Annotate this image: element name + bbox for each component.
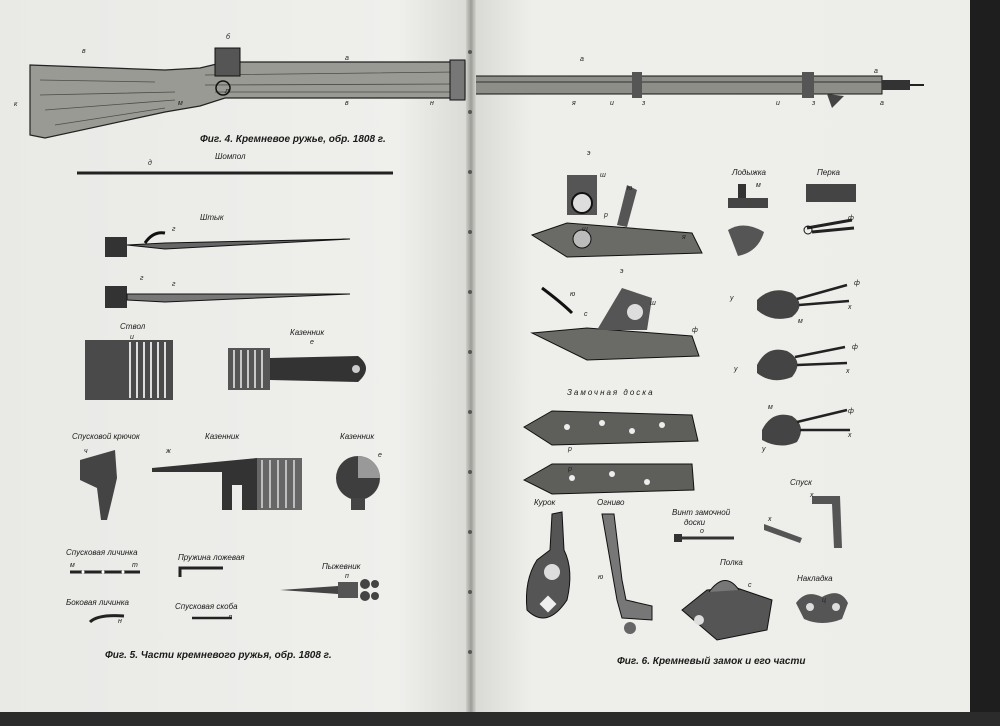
pan-illustration: [677, 570, 777, 645]
letter-marker: г: [172, 281, 176, 288]
letter-marker: г: [172, 226, 176, 233]
letter-marker: р: [568, 466, 572, 473]
letter-marker: ш: [582, 226, 588, 233]
book-gutter: [466, 0, 476, 715]
letter-marker: у: [762, 446, 766, 453]
letter-marker: и: [610, 100, 614, 107]
letter-marker: ш: [600, 172, 606, 179]
letter-marker: с: [584, 311, 588, 318]
worm-illustration: [278, 576, 386, 604]
letter-marker: я: [572, 100, 576, 107]
lock-assembly-illustration-2: [527, 278, 707, 373]
letter-marker: п: [345, 573, 349, 580]
letter-marker: р: [568, 446, 572, 453]
letter-marker: в: [345, 100, 349, 107]
right-page: [472, 0, 970, 715]
label-breech-1: Казенник: [290, 328, 325, 337]
letter-marker: а: [880, 100, 884, 107]
letter-marker: ф: [854, 280, 860, 287]
trigger-part-illustration: [762, 488, 852, 553]
label-worm: Пыжевник: [322, 562, 361, 571]
letter-marker: ф: [852, 344, 858, 351]
letter-marker: ч: [84, 448, 88, 455]
label-lock-plate: Замочная доска: [567, 388, 655, 397]
label-breech-2: Казенник: [205, 432, 240, 441]
side-plate-illustration: [88, 612, 128, 626]
letter-marker: у: [734, 366, 738, 373]
letter-marker: м: [756, 182, 761, 189]
letter-marker: ю: [598, 574, 604, 581]
label-cock: Курок: [534, 498, 556, 507]
letter-marker: ц: [822, 597, 827, 604]
label-ramrod: Шомпол: [215, 152, 246, 161]
letter-marker: м: [768, 404, 773, 411]
letter-marker: г: [140, 275, 144, 282]
letter-marker: м: [178, 100, 183, 107]
left-page: [0, 0, 470, 715]
letter-marker: х: [768, 516, 772, 523]
letter-marker: т: [132, 562, 138, 569]
letter-marker: з: [812, 100, 816, 107]
label-sear: Перка: [817, 168, 840, 177]
letter-marker: я: [682, 234, 686, 241]
letter-marker: х: [848, 304, 852, 311]
lock-plate-illustration-2: [522, 458, 697, 498]
fig4-caption: Фиг. 4. Кремневое ружье, обр. 1808 г.: [200, 134, 386, 145]
lock-screw-illustration: [672, 532, 737, 544]
label-barrel: Ствол: [120, 322, 146, 331]
letter-marker: н: [430, 100, 434, 107]
cock-illustration: [522, 510, 577, 635]
fig5-caption: Фиг. 5. Части кремневого ружья, обр. 1808 г.: [105, 650, 332, 661]
letter-marker: о: [700, 528, 704, 535]
letter-marker: ю: [627, 185, 633, 192]
label-trigger: Спусковой крючок: [72, 432, 140, 441]
musket-left-illustration: [25, 40, 470, 140]
letter-marker: л: [225, 88, 229, 95]
label-trigger-plate: Спусковая личинка: [66, 548, 138, 557]
letter-marker: и: [130, 334, 134, 341]
letter-marker: м: [70, 562, 75, 569]
letter-marker: д: [148, 160, 152, 167]
label-pan: Полка: [720, 558, 743, 567]
letter-marker: б: [226, 34, 230, 41]
trigger-illustration: [75, 448, 135, 523]
scanner-bottom-edge: [0, 712, 1000, 726]
letter-marker: е: [378, 452, 382, 459]
label-side-plate: Боковая личинка: [66, 598, 130, 607]
label-bayonet: Штык: [200, 213, 224, 222]
letter-marker: х: [810, 492, 814, 499]
letter-marker: ф: [848, 215, 854, 222]
letter-marker: и: [776, 100, 780, 107]
letter-marker: р: [604, 212, 608, 219]
label-tumbler: Лодыжка: [732, 168, 766, 177]
letter-marker: х: [846, 368, 850, 375]
letter-marker: ф: [848, 408, 854, 415]
barrel-section-illustration: [85, 340, 175, 402]
letter-marker: а: [580, 56, 584, 63]
label-frizzen: Огниво: [597, 498, 625, 507]
bayonet-illustration-1: [105, 225, 355, 265]
letter-marker: х: [848, 432, 852, 439]
letter-marker: а: [874, 68, 878, 75]
letter-marker: н: [118, 618, 122, 625]
fig6-caption: Фиг. 6. Кремневый замок и его части: [617, 656, 806, 667]
letter-marker: ж: [166, 448, 171, 455]
letter-marker: е: [310, 339, 314, 346]
letter-marker: с: [748, 582, 752, 589]
letter-marker: з: [642, 100, 646, 107]
letter-marker: л: [228, 614, 232, 621]
breech-plug-illustration: [228, 348, 378, 392]
label-trigger-guard: Спусковая скоба: [175, 602, 238, 611]
label-cover-plate: Накладка: [797, 574, 833, 583]
letter-marker: у: [730, 295, 734, 302]
letter-marker: ш: [650, 300, 656, 307]
breech-end-illustration: [333, 450, 383, 512]
scanner-edge: [970, 0, 1000, 726]
label-trigger-part: Спуск: [790, 478, 812, 487]
bayonet-illustration-2: [105, 282, 355, 312]
lock-plate-illustration-1: [522, 405, 702, 450]
letter-marker: ф: [692, 327, 698, 334]
ramrod-illustration: [75, 168, 395, 178]
label-lock-screw-2: доски: [684, 518, 706, 527]
label-breech-3: Казенник: [340, 432, 375, 441]
label-lock-screw-1: Винт замочной: [672, 508, 731, 517]
letter-marker: э: [587, 150, 591, 157]
letter-marker: в: [82, 48, 86, 55]
tumbler-illustration: [724, 180, 772, 260]
letter-marker: а: [345, 55, 349, 62]
cover-plate-illustration: [792, 585, 852, 630]
stock-spring-illustration: [178, 565, 228, 580]
mainspring-assembly-illustration-2: [737, 335, 857, 390]
mainspring-assembly-illustration-1: [737, 275, 857, 330]
letter-marker: э: [620, 268, 624, 275]
breech-tang-illustration: [152, 450, 307, 515]
label-stock-spring: Пружина ложевая: [178, 553, 245, 562]
lock-assembly-illustration-1: [527, 165, 707, 265]
letter-marker: м: [798, 318, 803, 325]
musket-right-illustration: [472, 60, 932, 120]
letter-marker: к: [14, 101, 18, 108]
letter-marker: ю: [570, 291, 576, 298]
